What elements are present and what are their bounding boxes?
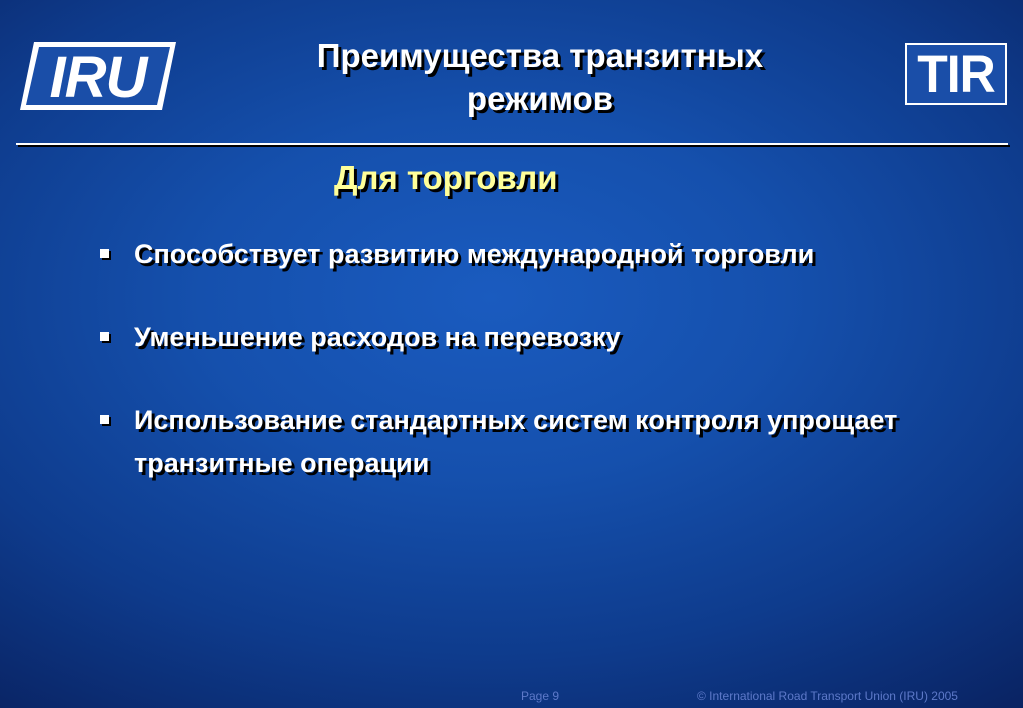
page-number: Page 9	[521, 689, 560, 703]
copyright-notice: © International Road Transport Union (IRU) 2005	[697, 689, 958, 703]
bullet-item	[96, 316, 976, 359]
bullet-list	[96, 233, 976, 485]
bullet-text: Способствует развитию международной торговли	[134, 239, 815, 269]
section-subtitle: Для торговли	[334, 159, 558, 196]
page-title	[220, 34, 860, 120]
iru-logo-text: IRU	[49, 45, 147, 110]
tir-logo-text: TIR	[917, 44, 995, 104]
square-bullet-icon	[100, 332, 109, 341]
title-line-2: режимов	[466, 80, 614, 117]
bullet-item	[96, 399, 976, 485]
iru-logo	[20, 42, 176, 110]
title-divider	[16, 143, 1008, 145]
square-bullet-icon	[100, 415, 109, 424]
bullet-text: Уменьшение расходов на перевозку	[134, 322, 621, 352]
square-bullet-icon	[100, 249, 109, 258]
tir-logo	[905, 43, 1007, 105]
bullet-text: Использование стандартных систем контроля упрощает транзитные операции	[134, 405, 898, 478]
title-line-1: Преимущества транзитных	[316, 37, 764, 74]
bullet-item	[96, 233, 976, 276]
